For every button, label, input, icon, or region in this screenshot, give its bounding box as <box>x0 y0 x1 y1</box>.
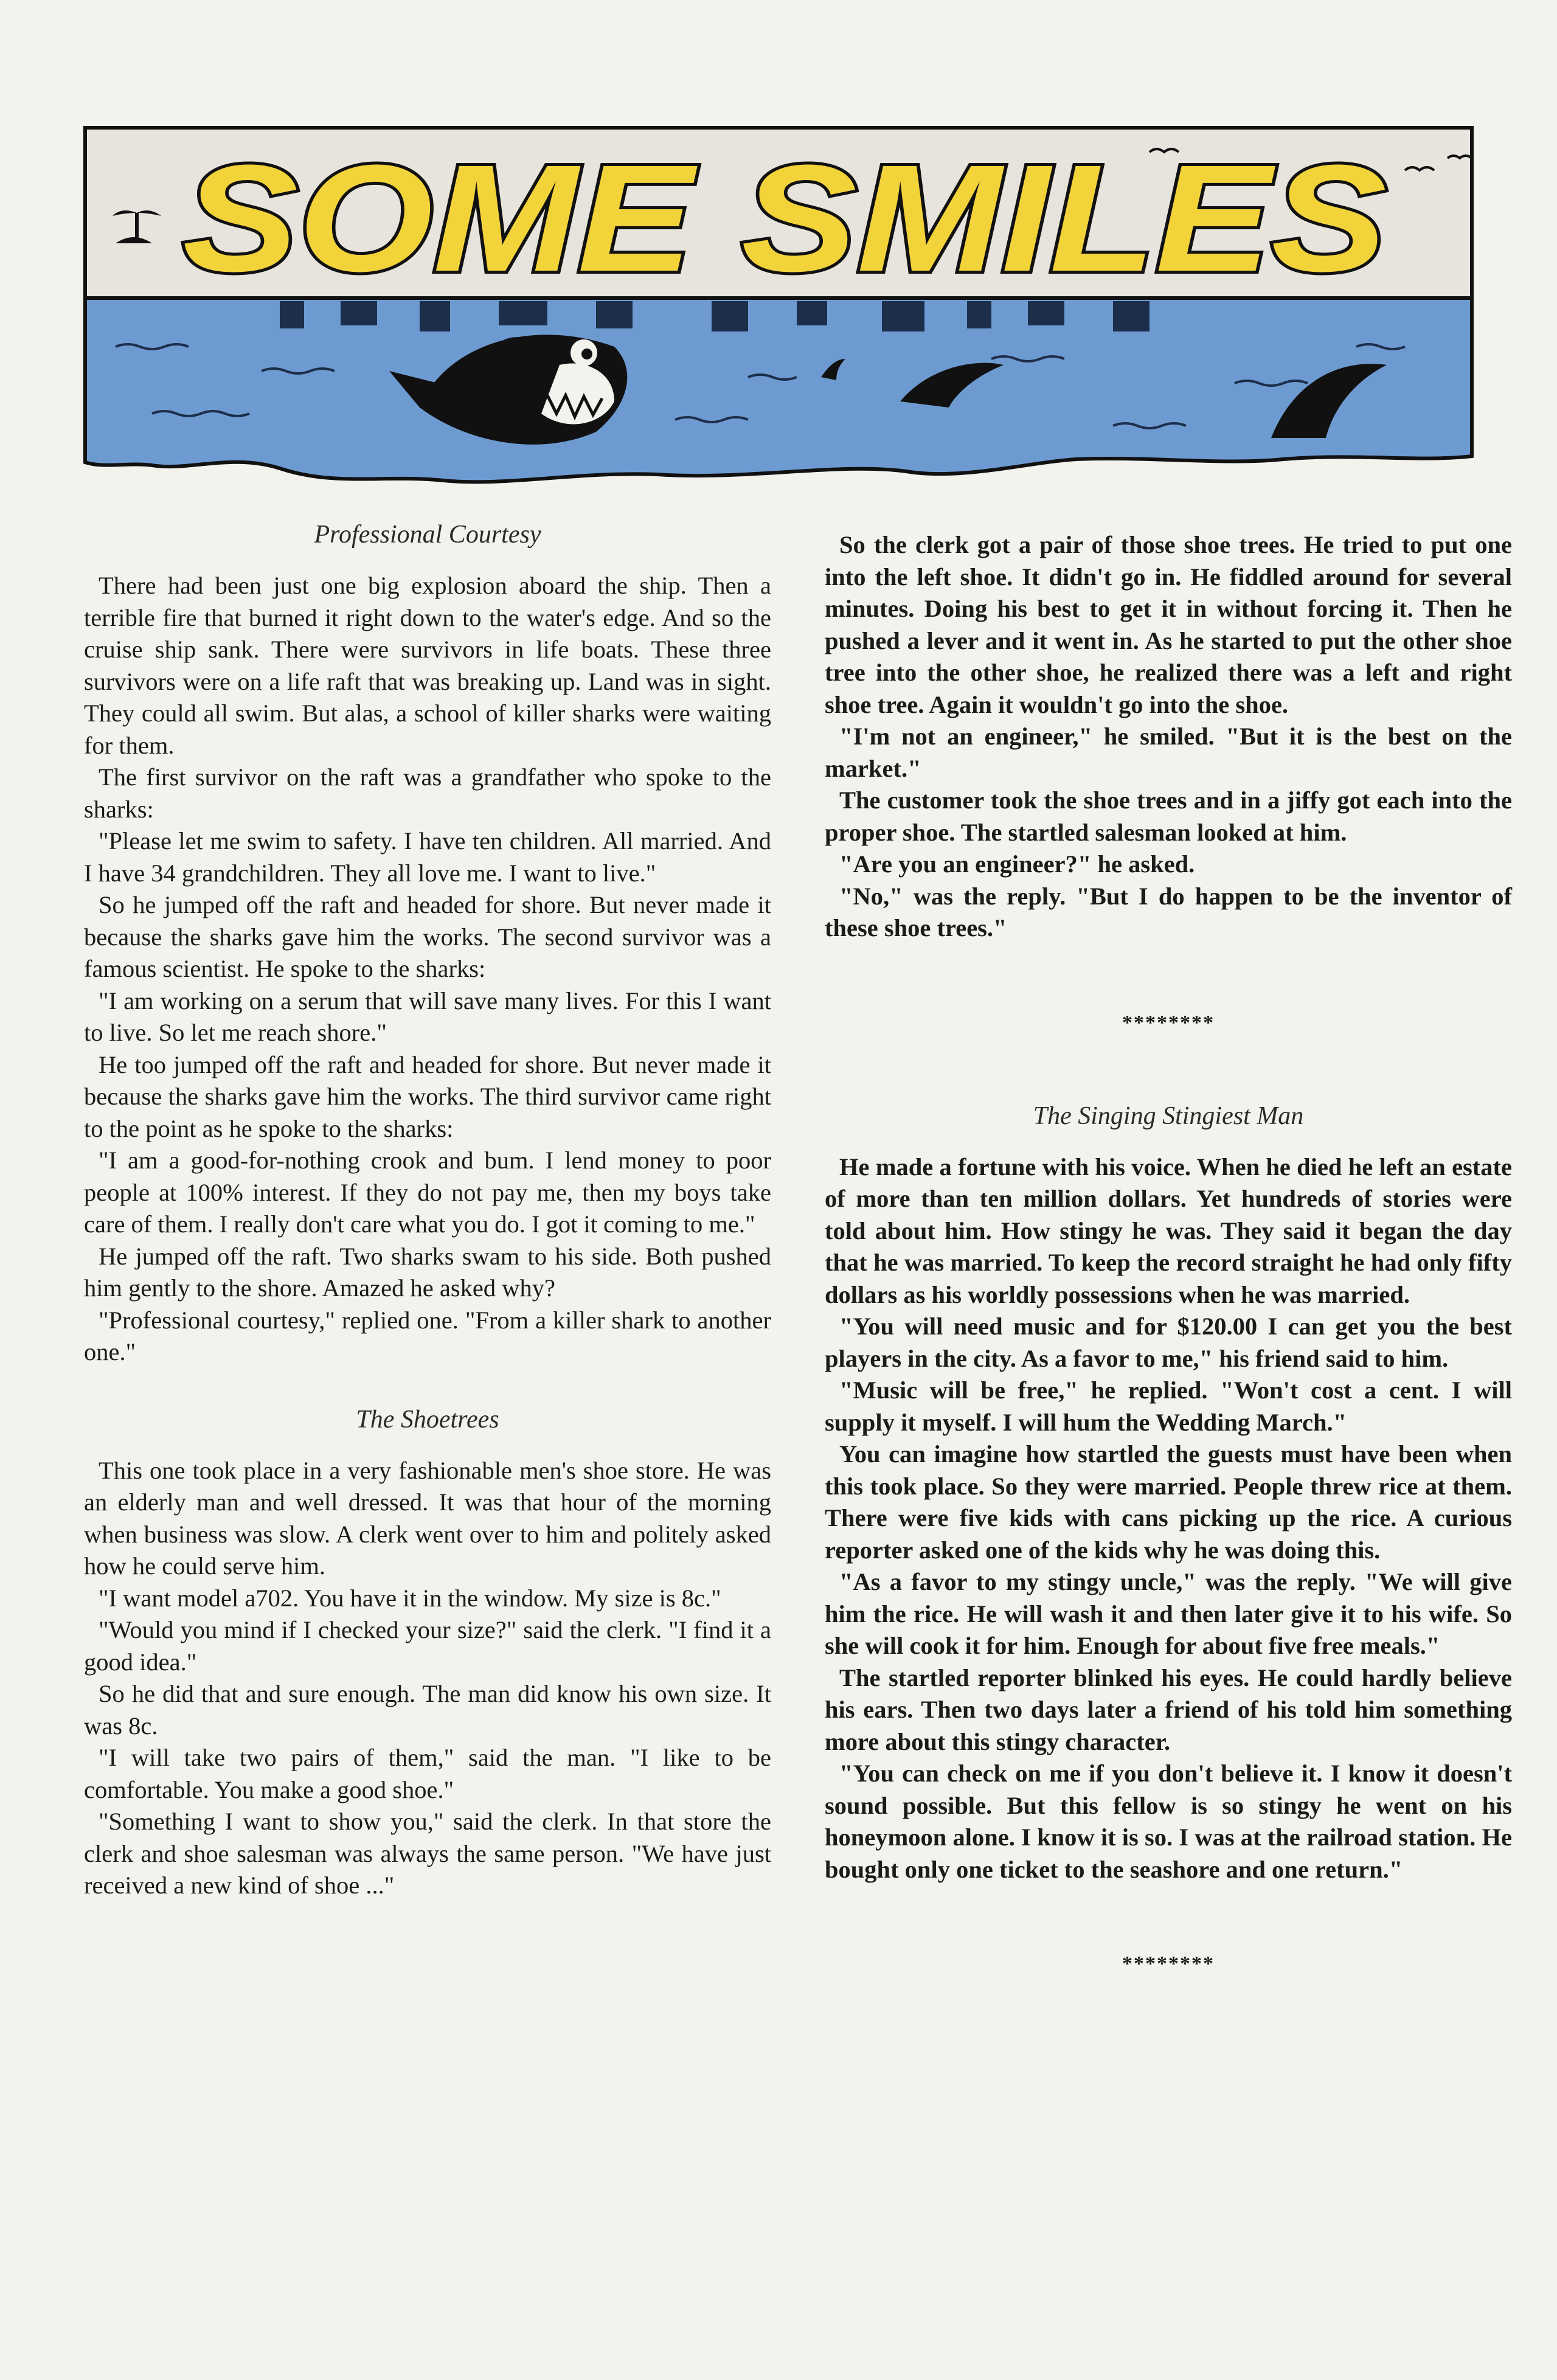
paragraph: So the clerk got a pair of those shoe trees. He tried to put one into the left shoe. It didn't go in. He fiddled around for several minutes. Doing his best to get it in without forcing it. Then he pushed a lever and it went in. As he started to put the other shoe tree into the other shoe, he realized there was a left and right shoe tree. Again it wouldn't go into the shoe. <box>825 531 1512 718</box>
paragraph: "Please let me swim to safety. I have ten children. All married. And I have 34 grandchildren. They all love me. I want to live." <box>84 827 771 887</box>
paragraph: So he did that and sure enough. The man did know his own size. It was 8c. <box>84 1680 771 1740</box>
separator: ******** <box>1122 1952 1215 1975</box>
story-title-shoetrees: The Shoetrees <box>356 1405 499 1434</box>
separator: ******** <box>1122 1011 1215 1034</box>
paragraph: "Music will be free," he replied. "Won't cost a cent. I will supply it myself. I will hum the Wedding March." <box>825 1376 1512 1436</box>
paragraph: "You can check on me if you don't believe it. I know it doesn't sound possible. But this fellow is so stingy he went on his honeymoon alone. I know it is so. I was at the railroad station. He bought only one ticket to the seashore and one return." <box>825 1760 1512 1883</box>
paragraph: "Are you an engineer?" he asked. <box>839 850 1195 878</box>
paragraph: "You will need music and for $120.00 I can get you the best players in the city. As a favor to me," his friend said to him. <box>825 1313 1512 1372</box>
paragraph: This one took place in a very fashionable men's shoe store. He was an elderly man and well dressed. It was that hour of the morning when business was slow. A clerk went over to him and politely asked how he could serve him. <box>84 1456 771 1580</box>
paragraph: So he jumped off the raft and headed for shore. But never made it because the sharks gave him the works. The second survivor was a famous scientist. He spoke to the sharks: <box>84 891 771 982</box>
paragraph: "I want model a702. You have it in the window. My size is 8c." <box>99 1584 721 1612</box>
paragraph: You can imagine how startled the guests must have been when this took place. So they were married. People threw rice at them. There were five kids with cans picking up the rice. A curious reporter asked one of the kids why he was doing this. <box>825 1440 1512 1564</box>
paragraph: "As a favor to my stingy uncle," was the reply. "We will give him the rice. He will wash it and then later give it to his wife. So she will cook it for him. Enough for about five free meals." <box>825 1568 1512 1659</box>
paragraph: "Professional courtesy," replied one. "From a killer shark to another one." <box>84 1306 771 1365</box>
paragraph: "No," was the reply. "But I do happen to be the inventor of these shoe trees." <box>825 882 1512 942</box>
paragraph: "Something I want to show you," said the clerk. In that store the clerk and shoe salesman was always the same person. "We have just received a new kind of shoe ..." <box>84 1808 771 1899</box>
paragraph: "I'm not an engineer," he smiled. "But it is the best on the market." <box>825 723 1512 782</box>
paragraph: There had been just one big explosion aboard the ship. Then a terrible fire that burned it right down to the water's edge. And so the cruise ship sank. There were survivors in life boats. These three survivors were on a life raft that was breaking up. Land was in sight. They could all swim. But alas, a school of killer sharks were waiting for them. <box>84 572 771 759</box>
banner-illustration <box>79 116 1484 511</box>
paragraph: He too jumped off the raft and headed for shore. But never made it because the sharks gave him the works. The third survivor came right to the point as he spoke to the sharks: <box>84 1050 771 1142</box>
paragraph: He jumped off the raft. Two sharks swam to his side. Both pushed him gently to the shore. Amazed he asked why? <box>84 1242 771 1302</box>
right-column <box>825 529 1512 1976</box>
paragraph: "I will take two pairs of them," said the man. "I like to be comfortable. You make a good shoe." <box>84 1744 771 1803</box>
paragraph: "Would you mind if I checked your size?" said the clerk. "I find it a good idea." <box>84 1616 771 1676</box>
paragraph: The first survivor on the raft was a grandfather who spoke to the sharks: <box>84 763 771 823</box>
paragraph: The startled reporter blinked his eyes. He could hardly believe his ears. Then two days later a friend of his told him something more about this stingy character. <box>825 1664 1512 1755</box>
left-column <box>84 520 771 1902</box>
paragraph: He made a fortune with his voice. When he died he left an estate of more than ten million dollars. Yet hundreds of stories were told about him. How stingy he was. They said it began the day that he was married. To keep the record straight he had only fifty dollars as his worldly possessions when he was married. <box>825 1153 1512 1308</box>
story-title-professional-courtesy: Professional Courtesy <box>314 521 541 549</box>
banner-title: SOME SMILES <box>182 133 1387 303</box>
paragraph: The customer took the shoe trees and in a jiffy got each into the proper shoe. The startled salesman looked at him. <box>825 786 1512 846</box>
story-title-singing-stingiest-man: The Singing Stingiest Man <box>1033 1102 1304 1130</box>
some-smiles-banner <box>79 116 1484 511</box>
paragraph: "I am a good-for-nothing crook and bum. I lend money to poor people at 100% interest. If they do not pay me, then my boys take care of them. I really don't care what you do. I got it coming to me." <box>84 1147 771 1238</box>
paragraph: "I am working on a serum that will save many lives. For this I want to live. So let me reach shore." <box>84 987 771 1046</box>
